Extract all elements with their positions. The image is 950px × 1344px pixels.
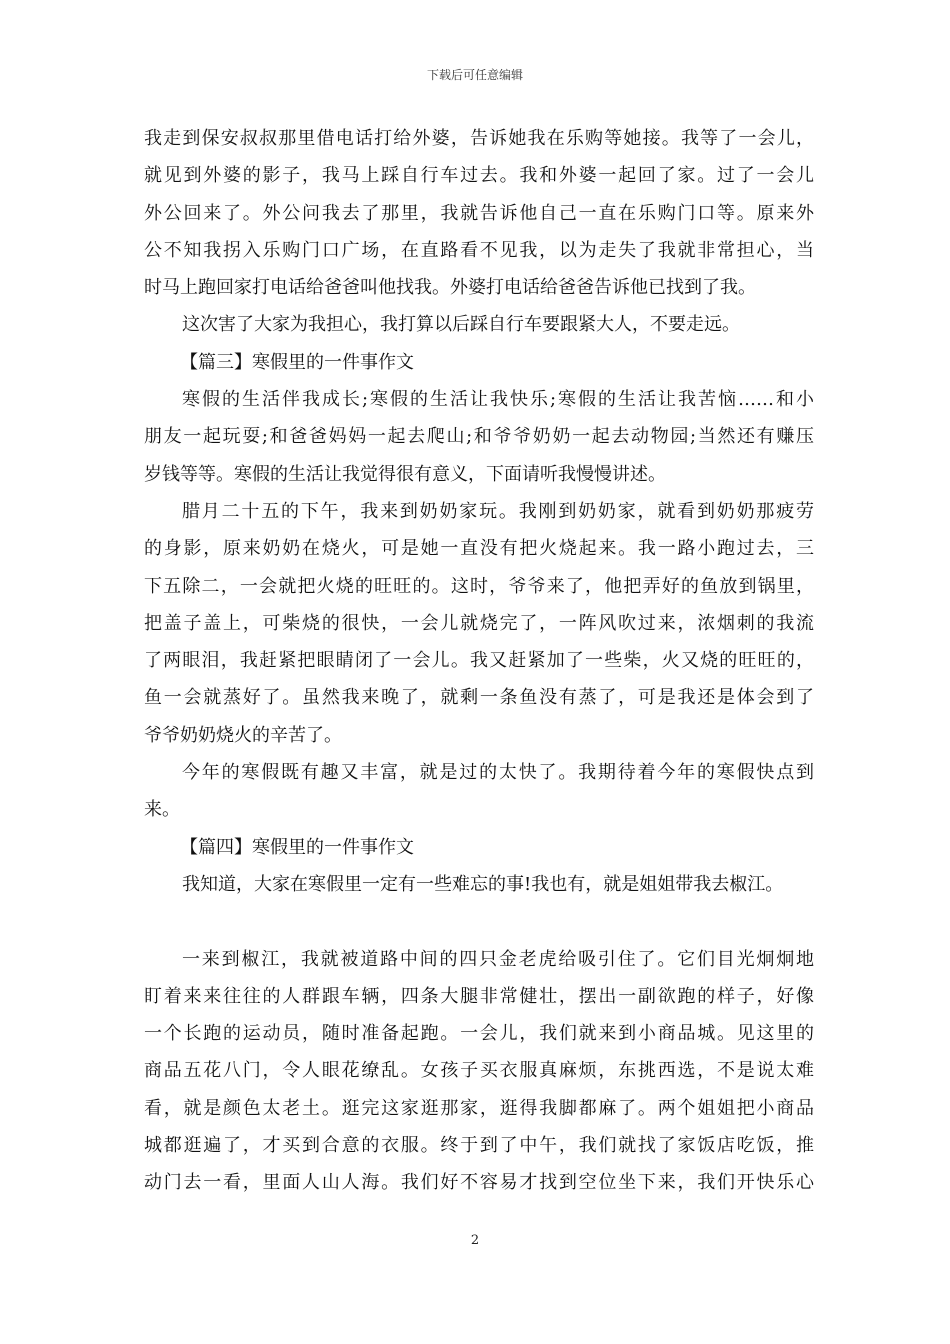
text-line: 朋友一起玩耍;和爸爸妈妈一起去爬山;和爷爷奶奶一起去动物园;当然还有赚压: [144, 426, 814, 448]
heading-text: 【篇四】寒假里的一件事作文: [180, 836, 414, 858]
text-line: 动门去一看，里面人山人海。我们好不容易才找到空位坐下来，我们开快乐心: [144, 1172, 814, 1194]
text-line: 盯着来来往往的人群跟车辆，四条大腿非常健壮，摆出一副欲跑的样子，好像: [144, 985, 814, 1007]
text-line: 看，就是颜色太老土。逛完这家逛那家，逛得我脚都麻了。两个姐姐把小商品: [144, 1097, 814, 1119]
page-body: [144, 120, 814, 1202]
paragraph: [144, 493, 814, 754]
text-line: 来。: [144, 799, 180, 821]
text-line: 我知道，大家在寒假里一定有一些难忘的事!我也有，就是姐姐带我去椒江。: [182, 873, 784, 895]
text-line: 下五除二，一会就把火烧的旺旺的。这时，爷爷来了，他把弄好的鱼放到锅里，: [144, 575, 814, 597]
paragraph: [144, 120, 814, 306]
section-heading: [144, 344, 814, 381]
paragraph: [144, 866, 814, 903]
heading-text: 【篇三】寒假里的一件事作文: [180, 351, 414, 373]
text-line: 外公回来了。外公问我去了那里，我就告诉他自己一直在乐购门口等。原来外: [144, 202, 814, 224]
text-line: 寒假的生活伴我成长;寒假的生活让我快乐;寒假的生活让我苦恼……和小: [182, 389, 814, 411]
paragraph: [144, 306, 814, 343]
text-line: 时马上跑回家打电话给爸爸叫他找我。外婆打电话给爸爸告诉他已找到了我。: [144, 277, 756, 299]
section-heading: [144, 829, 814, 866]
text-line: 一来到椒江，我就被道路中间的四只金老虎给吸引住了。它们目光炯炯地: [182, 948, 814, 970]
text-line: 岁钱等等。寒假的生活让我觉得很有意义，下面请听我慢慢讲述。: [144, 463, 666, 485]
paragraph: [144, 381, 814, 493]
text-line: 今年的寒假既有趣又丰富，就是过的太快了。我期待着今年的寒假快点到: [182, 762, 814, 784]
text-line: 鱼一会就蒸好了。虽然我来晚了，就剩一条鱼没有蒸了，可是我还是体会到了: [144, 687, 814, 709]
page-number: 2: [470, 1233, 480, 1248]
text-line: 爷爷奶奶烧火的辛苦了。: [144, 724, 342, 746]
blank-line: [144, 903, 814, 940]
text-line: 商品五花八门，令人眼花缭乱。女孩子买衣服真麻烦，东挑西选，不是说太难: [144, 1060, 814, 1082]
text-line: 了两眼泪，我赶紧把眼睛闭了一会儿。我又赶紧加了一些柴，火又烧的旺旺的，: [144, 650, 814, 672]
paragraph: [144, 754, 814, 829]
paragraph: [144, 941, 814, 1202]
text-line: 一个长跑的运动员，随时准备起跑。一会儿，我们就来到小商品城。见这里的: [144, 1023, 814, 1045]
text-line: 的身影，原来奶奶在烧火，可是她一直没有把火烧起来。我一路小跑过去，三: [144, 538, 814, 560]
text-line: 就见到外婆的影子，我马上踩自行车过去。我和外婆一起回了家。过了一会儿: [144, 165, 814, 187]
text-line: 城都逛遍了，才买到合意的衣服。终于到了中午，我们就找了家饭店吃饭，推: [144, 1135, 814, 1157]
text-line: 公不知我拐入乐购门口广场，在直路看不见我，以为走失了我就非常担心，当: [144, 239, 814, 261]
page-header: 下载后可任意编辑: [426, 68, 523, 82]
text-line: 腊月二十五的下午，我来到奶奶家玩。我刚到奶奶家，就看到奶奶那疲劳: [182, 500, 814, 522]
text-line: 我走到保安叔叔那里借电话打给外婆，告诉她我在乐购等她接。我等了一会儿，: [144, 128, 814, 149]
text-line: 这次害了大家为我担心，我打算以后踩自行车要跟紧大人，不要走远。: [182, 314, 740, 336]
text-line: 把盖子盖上，可柴烧的很快，一会儿就烧完了，一阵风吹过来，浓烟刺的我流: [144, 612, 814, 634]
